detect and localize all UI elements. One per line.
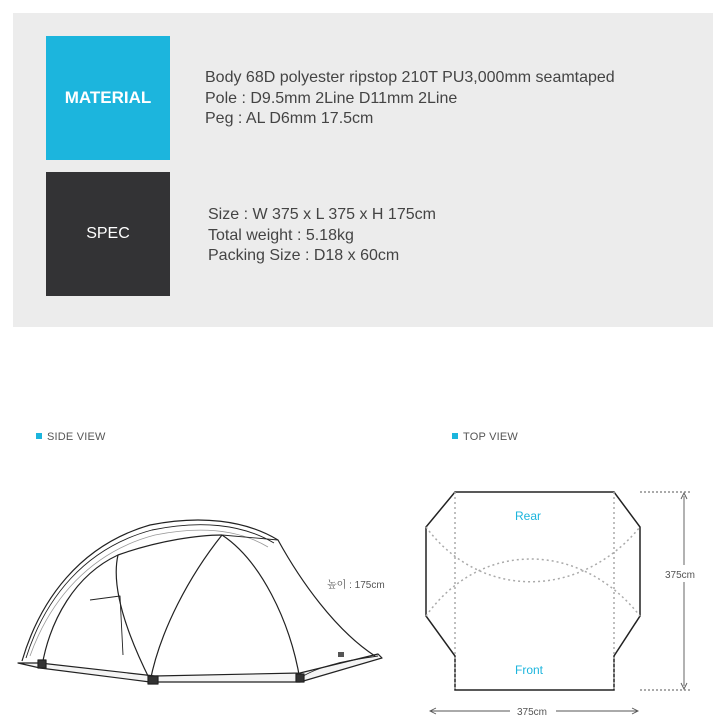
material-line-pole: Pole : D9.5mm 2Line D11mm 2Line	[205, 89, 458, 107]
material-label: MATERIAL	[46, 36, 170, 160]
material-line-peg: Peg : AL D6mm 17.5cm	[205, 110, 374, 127]
side-view-height-label: 높이 : 175cm	[327, 580, 385, 591]
side-view-title-text: SIDE VIEW	[47, 431, 106, 443]
spec-line-packing: Packing Size : D18 x 60cm	[208, 247, 400, 264]
top-view-diagram	[426, 492, 690, 714]
top-view-rear-label: Rear	[515, 509, 542, 523]
top-view-front-label: Front	[515, 663, 544, 677]
top-view-width-label: 375cm	[517, 707, 548, 718]
top-view-title-text: TOP VIEW	[463, 431, 518, 443]
top-view-length-label: 375cm	[665, 570, 696, 581]
side-view-tent-illustration	[18, 520, 382, 684]
spec-line-size: Size : W 375 x L 375 x H 175cm	[208, 206, 436, 223]
spec-label: SPEC	[46, 172, 170, 296]
material-line-body: Body 68D polyester ripstop 210T PU3,000mm seamtaped	[205, 69, 615, 86]
spec-line-weight: Total weight : 5.18kg	[208, 226, 354, 244]
